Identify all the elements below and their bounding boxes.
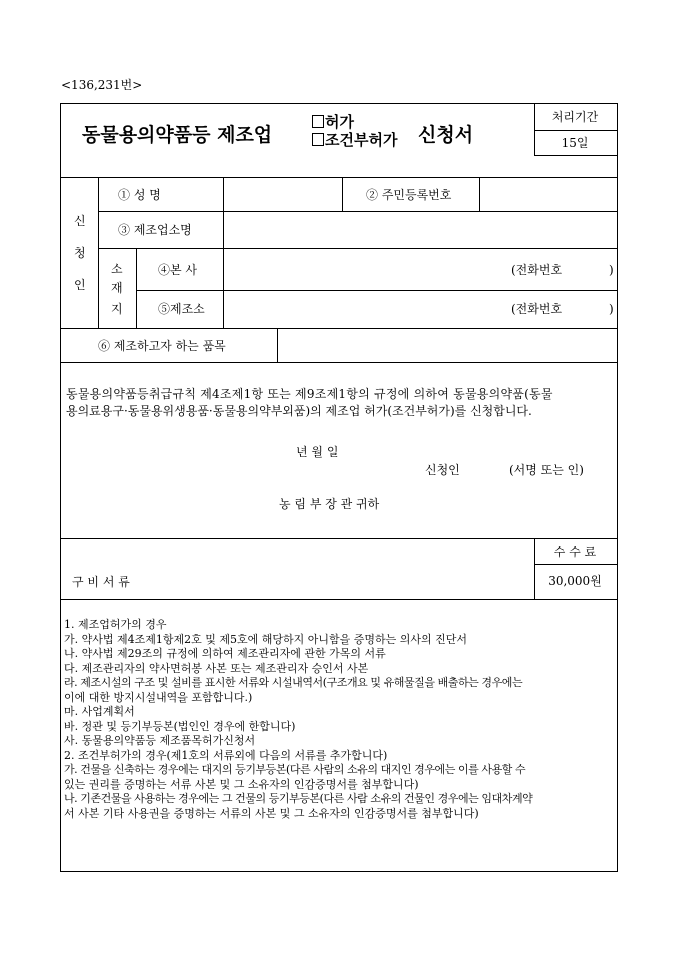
applicant-label-2: 청 — [74, 246, 86, 260]
title-left: 동물용의약품등 제조업 — [82, 124, 273, 146]
head-office-phone-label: (전화번호 — [511, 263, 563, 277]
required-documents-list — [64, 618, 614, 821]
list-item: 있는 권리를 증명하는 서류 사본 및 그 소유자의 인감증명서를 첨부합니다) — [64, 777, 419, 791]
date-line: 년 월 일 — [296, 445, 339, 459]
location-label-3: 지 — [111, 302, 123, 316]
statement-text: 동물용의약품등취급규칙 제4조제1항 또는 제9조제1항의 규정에 의하여 동물용의약품(동물 용의료용구·동물용위생용품·동물용의약부외품)의 제조업 허가(조건부허가)를 신청합니다. — [66, 387, 553, 418]
factory-phone-close: ) — [609, 302, 614, 316]
list-item: 마. 사업계획서 — [64, 705, 135, 718]
rrn-field[interactable] — [480, 178, 616, 210]
name-field[interactable] — [224, 178, 341, 210]
list-item: 가. 건물을 신축하는 경우에는 대지의 등기부등본(다른 사람의 소유의 대지인 경우에는 이를 사용할 수 — [64, 763, 526, 776]
list-item: 2. 조건부허가의 경우(제1호의 서류외에 다음의 서류를 추가합니다) — [64, 748, 388, 762]
location-label-1: 소 — [111, 262, 123, 276]
list-item: 바. 정관 및 등기부등본(법인인 경우에 한합니다) — [64, 719, 296, 733]
products-field[interactable] — [278, 329, 616, 361]
list-item: 다. 제조관리자의 약사면허봉 사본 또는 제조관리자 승인서 사본 — [64, 661, 369, 675]
head-office-phone-close: ) — [609, 263, 614, 277]
license-checkbox[interactable] — [312, 115, 324, 128]
document-number: <136,231번> — [61, 78, 143, 92]
processing-label: 처리기간 — [551, 110, 599, 124]
fee-label: 수 수 료 — [553, 545, 597, 559]
company-field[interactable] — [224, 212, 616, 247]
list-item: 이에 대한 방지시설내역을 포함합니다.) — [64, 690, 253, 704]
company-label: ③ 제조업소명 — [118, 223, 192, 237]
applicant-sign-label: 신청인 — [425, 463, 460, 477]
list-item: 라. 제조시설의 구조 및 설비를 표시한 서류와 시설내역서(구조개요 및 유해물질을 배출하는 경우에는 — [64, 676, 523, 689]
list-item: 나. 약사법 제29조의 규정에 의하여 제조관리자에 관한 가목의 서류 — [64, 647, 386, 660]
documents-label: 구 비 서 류 — [72, 575, 130, 589]
list-item: 서 사본 기타 사용권을 증명하는 서류의 사본 및 그 소유자의 인감증명서를 첨부합니다) — [64, 806, 479, 820]
option-license[interactable]: 허가 — [312, 114, 354, 131]
form-title — [82, 110, 532, 170]
location-label-2: 재 — [111, 281, 123, 295]
list-item: 사. 동물용의약품등 제조품목허가신청서 — [64, 734, 256, 747]
processing-value: 15일 — [561, 136, 589, 150]
fee-value: 30,000원 — [548, 574, 602, 588]
list-item: 가. 약사법 제4조제1항제2호 및 제5호에 해당하지 아니함을 증명하는 의사의 진단서 — [64, 632, 467, 646]
head-office-label: ④본 사 — [158, 263, 197, 277]
sign-or-seal: (서명 또는 인) — [509, 463, 584, 477]
list-item: 나. 기존건물을 사용하는 경우에는 그 건물의 등기부등본(다른 사람 소유의 건물인 경우에는 임대차계약 — [64, 792, 533, 805]
rrn-label: ② 주민등록번호 — [366, 188, 452, 202]
list-item: 1. 제조업허가의 경우 — [64, 618, 167, 631]
name-label: ① 성 명 — [118, 188, 161, 202]
factory-phone-label: (전화번호 — [511, 302, 563, 316]
recipient: 농 림 부 장 관 귀하 — [279, 497, 380, 511]
applicant-label-1: 신 — [74, 214, 86, 228]
applicant-label-3: 인 — [74, 278, 86, 292]
option-conditional[interactable]: 조건부허가 — [312, 132, 397, 149]
conditional-checkbox[interactable] — [312, 133, 324, 146]
title-right: 신청서 — [418, 124, 474, 146]
factory-label: ⑤제조소 — [158, 302, 205, 316]
products-label: ⑥ 제조하고자 하는 품목 — [98, 339, 226, 353]
